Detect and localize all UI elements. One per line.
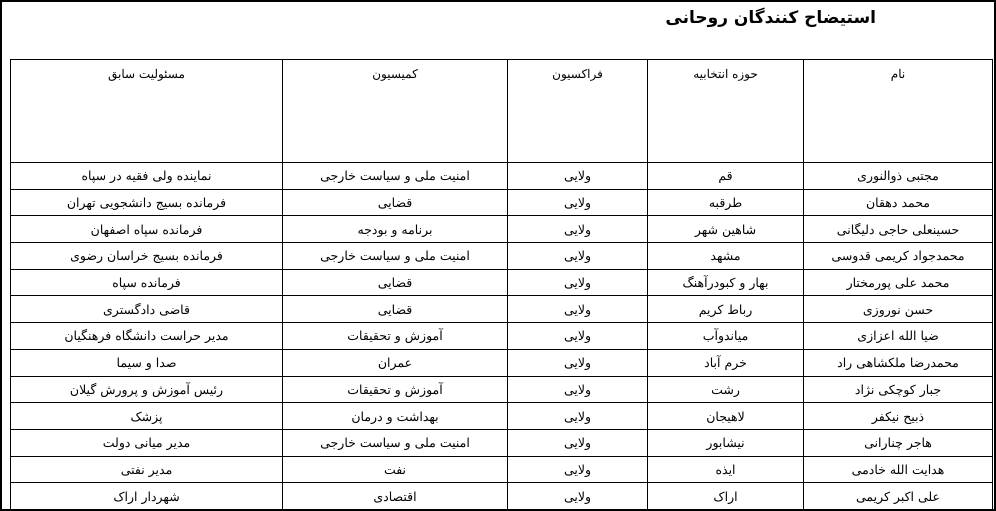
cell-faction: ولایی <box>508 429 648 456</box>
cell-faction: ولایی <box>508 376 648 403</box>
cell-faction: ولایی <box>508 216 648 243</box>
cell-former-role: مدیر میانی دولت <box>11 429 283 456</box>
cell-former-role: صدا و سیما <box>11 349 283 376</box>
header-faction: فراکسیون <box>508 60 648 163</box>
cell-former-role: فرمانده بسیج دانشجویی تهران <box>11 189 283 216</box>
cell-name: حسن نوروزی <box>804 296 993 323</box>
cell-name: محمدرضا ملکشاهی راد <box>804 349 993 376</box>
page-title: استیضاح کنندگان روحانی <box>665 8 876 28</box>
table-row <box>11 376 993 403</box>
table-row <box>11 483 993 510</box>
cell-former-role: فرمانده سپاه <box>11 269 283 296</box>
table-row <box>11 243 993 270</box>
cell-commission: قضایی <box>283 269 508 296</box>
cell-commission: آموزش و تحقیقات <box>283 376 508 403</box>
cell-commission: امنیت ملی و سیاست خارجی <box>283 243 508 270</box>
cell-commission: بهداشت و درمان <box>283 403 508 430</box>
cell-constituency: نیشابور <box>648 429 804 456</box>
cell-former-role: مدیر نفتی <box>11 456 283 483</box>
cell-constituency: لاهیجان <box>648 403 804 430</box>
table-row <box>11 216 993 243</box>
cell-commission: نفت <box>283 456 508 483</box>
cell-name: محمد دهقان <box>804 189 993 216</box>
table-row <box>11 456 993 483</box>
header-row <box>11 60 993 163</box>
header-commission: کمیسیون <box>283 60 508 163</box>
cell-name: محمدجواد کریمی قدوسی <box>804 243 993 270</box>
cell-name: حسینعلی حاجی دلیگانی <box>804 216 993 243</box>
cell-former-role: شهردار اراک <box>11 483 283 510</box>
cell-faction: ولایی <box>508 243 648 270</box>
header-name: نام <box>804 60 993 163</box>
cell-constituency: میاندوآب <box>648 323 804 350</box>
cell-name: محمد علی پورمختار <box>804 269 993 296</box>
cell-faction: ولایی <box>508 163 648 190</box>
cell-commission: قضایی <box>283 189 508 216</box>
cell-constituency: طرقبه <box>648 189 804 216</box>
table-row <box>11 349 993 376</box>
cell-faction: ولایی <box>508 296 648 323</box>
cell-commission: عمران <box>283 349 508 376</box>
header-constituency: حوزه انتخابیه <box>648 60 804 163</box>
cell-constituency: ایذه <box>648 456 804 483</box>
cell-faction: ولایی <box>508 323 648 350</box>
cell-former-role: قاضی دادگستری <box>11 296 283 323</box>
cell-faction: ولایی <box>508 189 648 216</box>
cell-commission: اقتصادی <box>283 483 508 510</box>
cell-former-role: مدیر حراست دانشگاه فرهنگیان <box>11 323 283 350</box>
cell-commission: آموزش و تحقیقات <box>283 323 508 350</box>
cell-name: ضیا الله اعزازی <box>804 323 993 350</box>
table-row <box>11 429 993 456</box>
table-row <box>11 189 993 216</box>
table-row <box>11 296 993 323</box>
cell-former-role: رئیس آموزش و پرورش گیلان <box>11 376 283 403</box>
cell-name: هدایت الله خادمی <box>804 456 993 483</box>
cell-constituency: قم <box>648 163 804 190</box>
cell-commission: برنامه و بودجه <box>283 216 508 243</box>
cell-faction: ولایی <box>508 269 648 296</box>
cell-constituency: اراک <box>648 483 804 510</box>
table-row <box>11 403 993 430</box>
cell-faction: ولایی <box>508 456 648 483</box>
cell-faction: ولایی <box>508 403 648 430</box>
cell-former-role: نماینده ولی فقیه در سپاه <box>11 163 283 190</box>
cell-commission: قضایی <box>283 296 508 323</box>
cell-name: جبار کوچکی نژاد <box>804 376 993 403</box>
cell-commission: امنیت ملی و سیاست خارجی <box>283 429 508 456</box>
cell-faction: ولایی <box>508 483 648 510</box>
cell-former-role: پزشک <box>11 403 283 430</box>
cell-former-role: فرمانده سپاه اصفهان <box>11 216 283 243</box>
cell-constituency: خرم آباد <box>648 349 804 376</box>
impeachers-table <box>10 59 993 510</box>
cell-commission: امنیت ملی و سیاست خارجی <box>283 163 508 190</box>
header-former-role: مسئولیت سابق <box>11 60 283 163</box>
cell-constituency: رباط کریم <box>648 296 804 323</box>
table-row <box>11 269 993 296</box>
table-row <box>11 163 993 190</box>
cell-constituency: رشت <box>648 376 804 403</box>
cell-constituency: شاهین شهر <box>648 216 804 243</box>
cell-former-role: فرمانده بسیج خراسان رضوی <box>11 243 283 270</box>
cell-faction: ولایی <box>508 349 648 376</box>
cell-constituency: مشهد <box>648 243 804 270</box>
cell-name: علی اکبر کریمی <box>804 483 993 510</box>
cell-constituency: بهار و کبودرآهنگ <box>648 269 804 296</box>
cell-name: ذبیح نیکفر <box>804 403 993 430</box>
cell-name: هاجر چنارانی <box>804 429 993 456</box>
cell-name: مجتبی ذوالنوری <box>804 163 993 190</box>
table-body <box>11 163 993 510</box>
table-row <box>11 323 993 350</box>
